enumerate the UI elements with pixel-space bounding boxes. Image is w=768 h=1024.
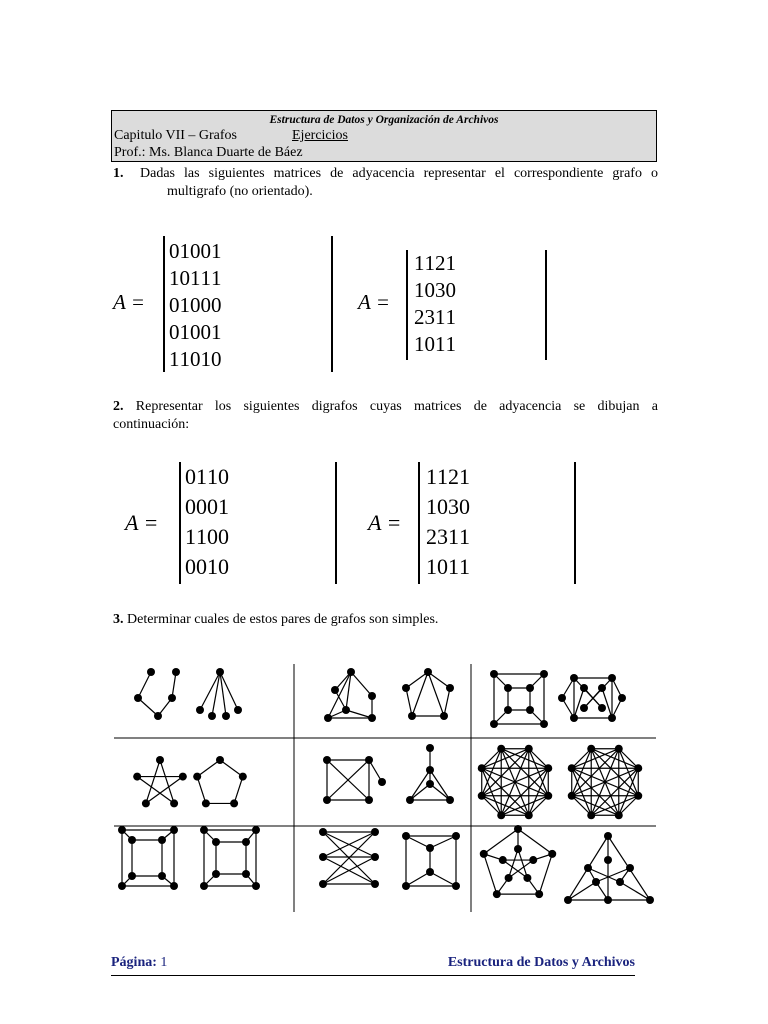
graph-vertex <box>252 882 260 890</box>
graph-vertex <box>158 836 166 844</box>
graph-edge <box>591 749 638 796</box>
graph-vertex <box>133 773 141 781</box>
matrix-1-left-bar <box>163 236 165 372</box>
graph-vertex <box>570 674 578 682</box>
matrix-cell: 0 <box>190 320 201 344</box>
matrix-row <box>426 462 470 492</box>
graph-vertex <box>525 745 533 753</box>
graph-vertex <box>196 706 204 714</box>
graph-vertex <box>319 828 327 836</box>
matrix-cell: 0 <box>179 266 190 290</box>
matrix-2-lhs: A = <box>358 290 390 314</box>
matrix-cell: 0 <box>196 554 207 579</box>
graph-vertex <box>200 882 208 890</box>
graph-edge <box>406 688 412 716</box>
graph-edge <box>572 768 619 815</box>
matrix-cell: 1 <box>445 332 456 356</box>
graph-vertex <box>634 764 642 772</box>
graph-vertex <box>406 796 414 804</box>
graph-vertex <box>371 828 379 836</box>
graph-vertex <box>212 870 220 878</box>
graph-edge <box>484 854 497 894</box>
graph-vertex <box>504 706 512 714</box>
graph-edge <box>138 698 158 716</box>
graph-vertex <box>634 792 642 800</box>
graph-edge <box>428 672 444 716</box>
graph-edge <box>518 829 552 854</box>
graph-vertex <box>587 811 595 819</box>
matrix-cell: 0 <box>437 494 448 519</box>
graph-vertex <box>604 896 612 904</box>
graph-edge <box>146 777 183 804</box>
graph-edge <box>430 836 456 848</box>
matrix-cell: 0 <box>437 554 448 579</box>
chapter-label: Capitulo VII – Grafos <box>114 128 237 143</box>
graph-vertex <box>365 756 373 764</box>
exercise-1 <box>113 165 658 201</box>
matrix-cell: 2 <box>448 464 459 489</box>
graph-vertex <box>408 712 416 720</box>
exercise-3 <box>113 611 658 629</box>
exercise-1-line1: Dadas las siguientes matrices de adyacencia representar el correspondiente grafo o <box>140 166 658 181</box>
graph-edge <box>619 749 638 768</box>
matrix-cell: 0 <box>185 464 196 489</box>
graph-vertex <box>242 870 250 878</box>
graph-edge <box>160 760 174 803</box>
graph-vertex <box>170 826 178 834</box>
matrix-cell: 1 <box>179 347 190 371</box>
matrix-cell: 1 <box>200 347 211 371</box>
graph-vertex <box>544 764 552 772</box>
matrix-cell: 0 <box>190 293 201 317</box>
graph-vertex <box>615 745 623 753</box>
graph-edge <box>620 882 650 900</box>
graph-vertex <box>568 792 576 800</box>
graph-vertex <box>170 882 178 890</box>
graph-vertex <box>156 756 164 764</box>
matrix-cell: 0 <box>424 278 435 302</box>
graph-vertex <box>331 686 339 694</box>
matrix-cell: 1 <box>185 524 196 549</box>
matrix-row <box>169 292 222 319</box>
graph-vertex <box>598 704 606 712</box>
graph-edge <box>406 836 430 848</box>
graph-edge <box>412 672 428 716</box>
graph-vertex <box>142 799 150 807</box>
graph-edge <box>572 796 591 815</box>
graph-edge <box>482 796 501 815</box>
graph-vertex <box>564 896 572 904</box>
graph-vertex <box>378 778 386 786</box>
graph-vertex <box>535 890 543 898</box>
graph-vertex <box>504 684 512 692</box>
matrix-cell: 1 <box>435 305 446 329</box>
graph-edge <box>518 849 527 878</box>
matrix-cell: 2 <box>426 524 437 549</box>
graph-edge <box>146 760 160 803</box>
page-footer <box>111 955 635 976</box>
matrix-cell: 1 <box>448 554 459 579</box>
matrix-cell: 1 <box>179 320 190 344</box>
graph-vertex <box>179 773 187 781</box>
matrix-1-right-bar <box>331 236 333 372</box>
exercise-2-line2: continuación: <box>113 417 190 432</box>
graph-vertex <box>118 826 126 834</box>
matrix-cell: 1 <box>207 464 218 489</box>
graph-vertex <box>580 704 588 712</box>
matrix-cell: 1 <box>414 332 425 356</box>
matrix-cell: 1 <box>218 494 229 519</box>
graph-edge <box>346 710 372 718</box>
matrix-row <box>185 552 229 582</box>
graph-vertex <box>230 799 238 807</box>
matrix-row <box>169 319 222 346</box>
matrix-cell: 2 <box>414 305 425 329</box>
graph-vertex <box>200 826 208 834</box>
exercise-2-line1: Representar los siguientes digrafos cuyas matrices de adyacencia se dibujan a <box>135 399 658 414</box>
matrix-1-table <box>169 238 222 373</box>
matrix-cell: 1 <box>445 251 456 275</box>
graph-vertex <box>616 878 624 886</box>
matrix-cell: 1 <box>190 266 201 290</box>
matrix-cell: 0 <box>200 293 211 317</box>
matrix-cell: 1 <box>437 464 448 489</box>
graph-edge <box>572 749 619 796</box>
matrix-cell: 0 <box>185 554 196 579</box>
matrix-cell: 1 <box>169 266 180 290</box>
matrix-row <box>169 238 222 265</box>
graph-vertex <box>402 684 410 692</box>
graph-vertex <box>426 744 434 752</box>
matrix-cell: 1 <box>459 554 470 579</box>
graph-vertex <box>497 745 505 753</box>
graph-vertex <box>208 712 216 720</box>
graph-vertex <box>526 684 534 692</box>
graph-edge <box>529 796 548 815</box>
graph-edge <box>572 749 591 768</box>
matrix-4-left-bar <box>418 462 420 584</box>
matrix-cell: 1 <box>179 239 190 263</box>
exercise-1-line2: multigrafo (no orientado). <box>167 184 313 199</box>
matrix-row <box>185 492 229 522</box>
graph-edge <box>234 777 243 804</box>
graph-vertex <box>426 844 434 852</box>
matrix-cell: 1 <box>424 251 435 275</box>
graph-vertex <box>525 811 533 819</box>
matrix-4-lhs: A = <box>368 510 402 535</box>
matrix-row <box>185 462 229 492</box>
matrix-cell: 0 <box>211 347 222 371</box>
graph-vertex <box>544 792 552 800</box>
graph-vertex <box>540 720 548 728</box>
graph-vertex <box>128 872 136 880</box>
matrix-2-right-bar <box>545 250 547 360</box>
exercise-2-number: 2. <box>113 399 124 414</box>
graph-vertex <box>402 832 410 840</box>
matrix-3-table <box>185 462 229 582</box>
matrix-cell: 1 <box>211 239 222 263</box>
matrix-row <box>169 346 222 373</box>
matrix-cell: 0 <box>190 239 201 263</box>
exercise-3-number: 3. <box>113 612 124 627</box>
matrix-row <box>414 277 456 304</box>
graph-vertex <box>242 838 250 846</box>
matrix-cell: 1 <box>448 524 459 549</box>
graph-vertex <box>216 756 224 764</box>
matrix-row <box>426 492 470 522</box>
professor-label: Prof.: Ms. Blanca Duarte de Báez <box>114 145 303 160</box>
graph-edge <box>602 688 612 718</box>
matrix-cell: 3 <box>448 494 459 519</box>
matrix-cell: 1 <box>207 554 218 579</box>
matrix-cell: 3 <box>437 524 448 549</box>
exercises-label: Ejercicios <box>292 128 348 143</box>
matrix-cell: 3 <box>435 278 446 302</box>
graph-vertex <box>618 694 626 702</box>
matrix-cell: 0 <box>218 554 229 579</box>
graph-vertex <box>592 878 600 886</box>
graph-vertex <box>319 853 327 861</box>
graph-edge <box>444 688 450 716</box>
graph-edge <box>137 777 174 804</box>
matrix-cell: 1 <box>211 266 222 290</box>
matrix-cell: 1 <box>445 305 456 329</box>
graph-vertex <box>426 766 434 774</box>
matrix-cell: 1 <box>459 524 470 549</box>
graph-vertex <box>128 836 136 844</box>
matrix-row <box>169 265 222 292</box>
graph-vertex <box>584 864 592 872</box>
graph-vertex <box>604 856 612 864</box>
graph-edge <box>351 672 372 696</box>
graph-pairs-drawing <box>114 664 656 912</box>
graph-vertex <box>324 714 332 722</box>
graph-edge <box>509 849 518 878</box>
graph-vertex <box>452 832 460 840</box>
matrix-row <box>426 522 470 552</box>
exercise-1-number: 1. <box>113 166 124 181</box>
matrix-row <box>185 522 229 552</box>
graph-edge <box>619 796 638 815</box>
matrix-cell: 0 <box>445 278 456 302</box>
graph-vertex <box>568 764 576 772</box>
matrix-cell: 1 <box>414 251 425 275</box>
graph-edge <box>138 672 151 698</box>
matrix-cell: 1 <box>426 494 437 519</box>
graph-vertex <box>402 882 410 890</box>
graph-vertex <box>570 714 578 722</box>
footer-right-title: Estructura de Datos y Archivos <box>447 955 635 970</box>
graph-edge <box>484 829 518 854</box>
matrix-cell: 0 <box>190 347 201 371</box>
exercise-3-text: Determinar cuales de estos pares de grafos son simples. <box>127 612 439 627</box>
graph-edge <box>482 749 501 768</box>
graph-vertex <box>615 811 623 819</box>
graph-edge <box>501 749 548 796</box>
matrix-cell: 1 <box>459 464 470 489</box>
graph-edge <box>482 768 529 815</box>
graph-vertex <box>587 745 595 753</box>
graph-vertex <box>604 832 612 840</box>
matrix-row <box>414 331 456 358</box>
matrix-4-right-bar <box>574 462 576 584</box>
graph-edge <box>482 749 529 796</box>
matrix-cell: 0 <box>169 320 180 344</box>
graph-vertex <box>252 826 260 834</box>
matrix-cell: 1 <box>426 554 437 579</box>
matrix-cell: 1 <box>211 320 222 344</box>
matrix-row <box>426 552 470 582</box>
graph-vertex <box>580 684 588 692</box>
graph-vertex <box>170 799 178 807</box>
graph-vertex <box>548 850 556 858</box>
matrix-cell: 0 <box>207 494 218 519</box>
graph-vertex <box>505 874 513 882</box>
graph-vertex <box>371 880 379 888</box>
graph-vertex <box>499 856 507 864</box>
graph-vertex <box>172 668 180 676</box>
matrix-cell: 1 <box>414 278 425 302</box>
graph-vertex <box>608 674 616 682</box>
graph-vertex <box>342 706 350 714</box>
graph-vertex <box>514 845 522 853</box>
graph-vertex <box>371 853 379 861</box>
graph-vertex <box>147 668 155 676</box>
graph-vertex <box>490 670 498 678</box>
graph-pairs-figure <box>110 660 660 914</box>
graph-vertex <box>626 864 634 872</box>
graph-vertex <box>365 796 373 804</box>
graph-edge <box>197 760 220 777</box>
graph-vertex <box>497 811 505 819</box>
matrix-cell: 1 <box>179 293 190 317</box>
graph-vertex <box>212 838 220 846</box>
graph-vertex <box>234 706 242 714</box>
footer-page-label: Página: <box>111 955 157 970</box>
matrix-1-lhs: A = <box>113 290 145 314</box>
graph-vertex <box>446 684 454 692</box>
graph-vertex <box>523 874 531 882</box>
graph-vertex <box>558 694 566 702</box>
graph-edge <box>574 688 584 718</box>
graph-vertex <box>478 792 486 800</box>
graph-vertex <box>646 896 654 904</box>
graph-vertex <box>319 880 327 888</box>
matrix-cell: 1 <box>435 332 446 356</box>
graph-vertex <box>323 756 331 764</box>
graph-edge <box>197 777 206 804</box>
graph-vertex <box>134 694 142 702</box>
matrix-cell: 0 <box>459 494 470 519</box>
graph-vertex <box>216 668 224 676</box>
graph-vertex <box>368 714 376 722</box>
graph-vertex <box>118 882 126 890</box>
graph-edge <box>430 872 456 886</box>
matrix-cell: 0 <box>424 332 435 356</box>
course-title: Estructura de Datos y Organización de Archivos <box>269 114 499 126</box>
graph-vertex <box>193 773 201 781</box>
matrix-cell: 0 <box>207 524 218 549</box>
footer-page-number: 1 <box>160 955 168 970</box>
graph-vertex <box>158 872 166 880</box>
matrix-cell: 1 <box>426 464 437 489</box>
footer-page <box>111 955 167 971</box>
matrix-cell: 3 <box>424 305 435 329</box>
matrix-cell: 0 <box>218 464 229 489</box>
graph-vertex <box>452 882 460 890</box>
graph-edge <box>406 872 430 886</box>
matrix-cell: 1 <box>196 524 207 549</box>
graph-edge <box>529 749 548 768</box>
matrix-4-table <box>426 462 470 582</box>
graph-vertex <box>168 694 176 702</box>
graph-vertex <box>480 850 488 858</box>
exercise-2 <box>113 398 658 434</box>
graph-vertex <box>368 692 376 700</box>
matrix-2-left-bar <box>406 250 408 360</box>
matrix-cell: 1 <box>200 266 211 290</box>
graph-vertex <box>426 780 434 788</box>
graph-vertex <box>154 712 162 720</box>
graph-vertex <box>446 796 454 804</box>
graph-edge <box>220 760 243 777</box>
header-box <box>111 110 657 162</box>
matrix-cell: 0 <box>196 494 207 519</box>
graph-vertex <box>598 684 606 692</box>
matrix-cell: 1 <box>169 347 180 371</box>
matrix-cell: 0 <box>200 239 211 263</box>
graph-vertex <box>222 712 230 720</box>
graph-vertex <box>426 868 434 876</box>
graph-vertex <box>323 796 331 804</box>
matrix-row <box>414 304 456 331</box>
graph-vertex <box>540 670 548 678</box>
graph-edge <box>591 768 638 815</box>
graph-edge <box>501 768 548 815</box>
graph-vertex <box>526 706 534 714</box>
graph-vertex <box>529 856 537 864</box>
matrix-cell: 0 <box>169 293 180 317</box>
matrix-cell: 0 <box>185 494 196 519</box>
matrix-cell: 0 <box>169 239 180 263</box>
graph-vertex <box>347 668 355 676</box>
matrix-row <box>414 250 456 277</box>
graph-edge <box>568 882 596 900</box>
graph-vertex <box>490 720 498 728</box>
matrix-cell: 0 <box>211 293 222 317</box>
matrix-cell: 2 <box>435 251 446 275</box>
matrix-3-left-bar <box>179 462 181 584</box>
matrix-cell: 1 <box>196 464 207 489</box>
graph-vertex <box>424 668 432 676</box>
graph-vertex <box>239 773 247 781</box>
matrix-3-lhs: A = <box>125 510 159 535</box>
graph-vertex <box>478 764 486 772</box>
graph-vertex <box>608 714 616 722</box>
graph-vertex <box>202 799 210 807</box>
matrix-2-table <box>414 250 456 358</box>
graph-vertex <box>514 825 522 833</box>
graph-vertex <box>493 890 501 898</box>
matrix-3-right-bar <box>335 462 337 584</box>
graph-vertex <box>440 712 448 720</box>
matrix-cell: 0 <box>218 524 229 549</box>
graph-edge <box>539 854 552 894</box>
matrix-cell: 0 <box>200 320 211 344</box>
